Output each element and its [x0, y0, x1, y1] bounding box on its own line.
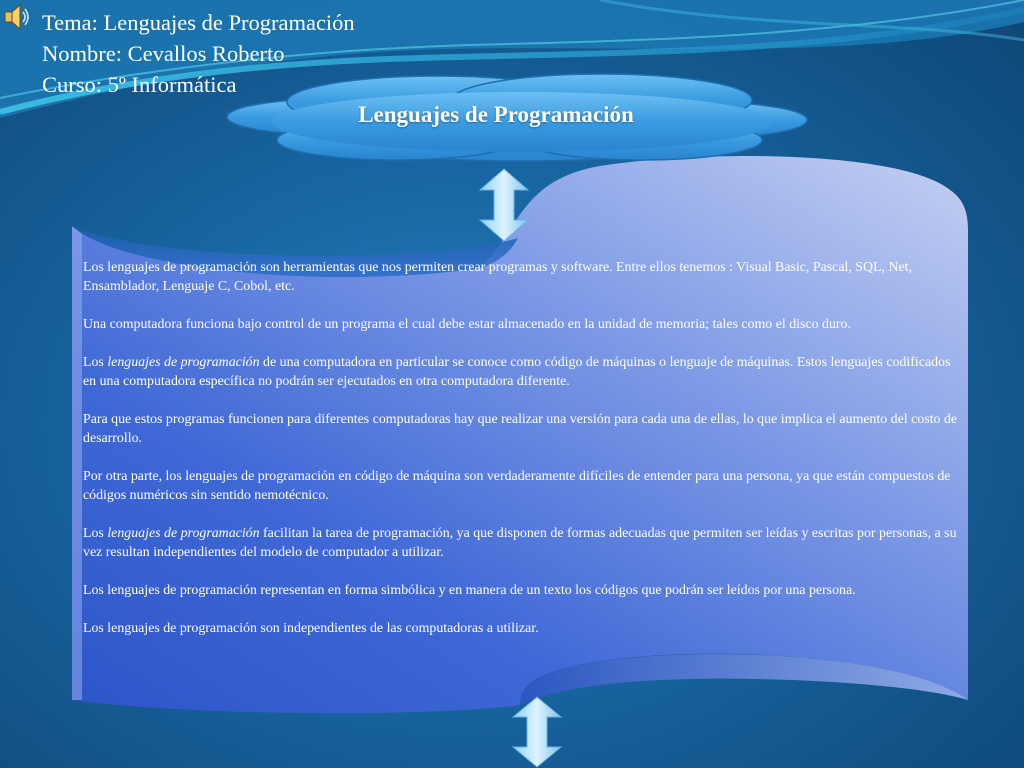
cloud-title: Lenguajes de Programación — [358, 102, 634, 127]
paragraph-text: Una computadora funciona bajo control de un programa el cual debe estar almacenado en la unidad de memoria; tales como el disco duro. — [83, 317, 851, 332]
paragraph — [83, 619, 961, 638]
paragraph — [83, 315, 961, 334]
paragraph — [83, 467, 961, 505]
paragraph-text: Para que estos programas funcionen para diferentes computadoras hay que realizar una versión para cada una de ellas, lo que implica el aumento del costo de desarrollo. — [83, 412, 957, 446]
double-arrow-vertical-icon — [511, 696, 563, 768]
paragraph-text: Los — [83, 526, 108, 541]
italic-text: lenguajes de programación — [107, 355, 260, 370]
body-text — [83, 258, 961, 657]
paragraph-text: Los lenguajes de programación son herramientas que nos permiten crear programas y software. Entre ellos tenemos : Visual Basic, Pascal, SQL, Net, Ensamblador, Lenguaje C, Cobol, etc. — [83, 260, 913, 294]
paragraph — [83, 258, 961, 296]
double-arrow-vertical-icon — [478, 168, 530, 242]
paragraph — [83, 410, 961, 448]
name-line: Nombre: Cevallos Roberto — [42, 41, 285, 66]
paragraph — [83, 581, 961, 600]
italic-text: lenguajes de programación — [107, 526, 260, 541]
paragraph — [83, 524, 961, 562]
paragraph-text: Los — [83, 355, 108, 370]
paragraph-text: Por otra parte, los lenguajes de programación en código de máquina son verdaderamente difíciles de entender para una persona, ya que están compuestos de códigos numéricos sin sentido nemotécnico. — [83, 469, 951, 503]
paragraph-text: Los lenguajes de programación son independientes de las computadoras a utilizar. — [83, 621, 539, 636]
paragraph-text: Los lenguajes de programación representan en forma simbólica y en manera de un texto los códigos que podrán ser leídos por una persona. — [83, 583, 856, 598]
course-line: Curso: 5º Informática — [42, 72, 237, 97]
paragraph — [83, 353, 961, 391]
paragraph-text: facilitan la tarea de programación, ya que disponen de formas adecuadas que permiten ser leídas y escritas por personas, a su vez resultan independientes del modelo de computador a utilizar. — [83, 526, 957, 560]
topic-line: Tema: Lenguajes de Programación — [42, 10, 355, 35]
paragraph-text: de una computadora en particular se conoce como código de máquinas o lenguaje de máquinas. Estos lenguajes codificados en una computadora específica no podrán ser ejecutados en otra computadora diferente. — [83, 355, 951, 389]
